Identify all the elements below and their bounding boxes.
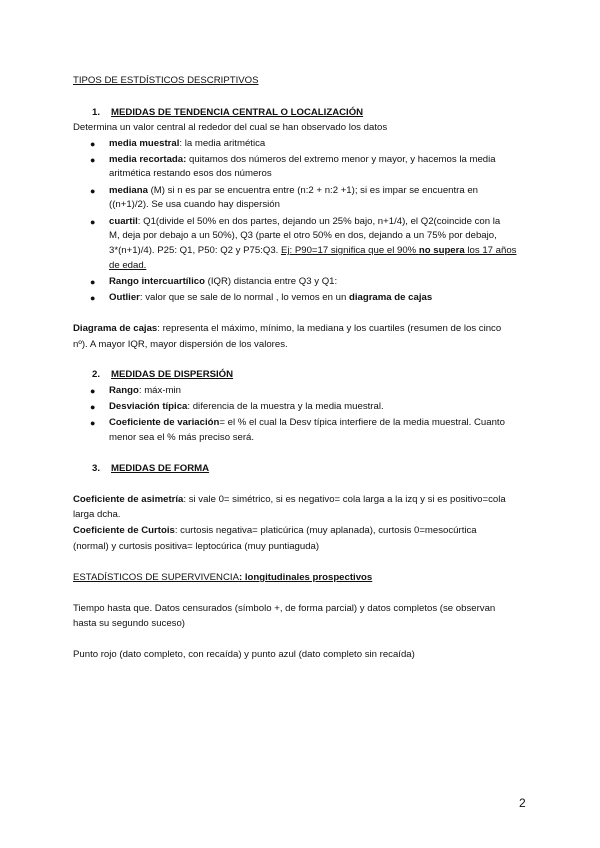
survival-paragraph-continuation: hasta su segundo suceso) [73,618,186,629]
list-item: mediana (M) si n es par se encuentra entre (n:2 + n:2 +1); si es impar se encuentra en [109,185,479,196]
asymmetry-paragraph-continuation: larga dcha. [73,509,121,520]
survival-heading: ESTADÍSTICOS DE SUPERVIVENCIA: longitudinales prospectivos [73,572,373,583]
asymmetry-paragraph: Coeficiente de asimetría: si vale 0= simétrico, si es negativo= cola larga a la izq y si es positivo=cola [73,494,506,505]
boxplot-paragraph-continuation: nº). A mayor IQR, mayor dispersión de los valores. [73,339,288,350]
section3-number: 3. [92,463,101,474]
bullet-icon: ● [90,293,96,303]
list-item-continuation: menor sea el % más preciso será. [109,432,255,443]
survival-dots-paragraph: Punto rojo (dato completo, con recaída) y punto azul (dato completo sin recaída) [73,649,415,660]
kurtosis-paragraph: Coeficiente de Curtois: curtosis negativa= platicúrica (muy aplanada), curtosis 0=mesocúrtica [73,525,477,536]
list-item: Desviación típica: diferencia de la muestra y la media muestral. [109,401,384,412]
list-item-continuation: 3*(n+1)/4). P25: Q1, P50: Q2 y P75:Q3. Ej: P90=17 significa que el 90% no supera los 17 años [109,245,517,256]
bullet-icon: ● [90,386,96,396]
list-item-continuation: ((n+1)/2). Se usa cuando hay dispersión [109,199,280,210]
section2-number: 2. [92,369,101,380]
section3-heading: MEDIDAS DE FORMA [111,463,210,474]
section1-number: 1. [92,107,101,118]
list-item-continuation: aritmética restando esos dos números [109,168,272,179]
section2-heading: MEDIDAS DE DISPERSIÓN [111,369,234,380]
section1-intro: Determina un valor central al rededor del cual se han observado los datos [73,122,388,133]
document-title: TIPOS DE ESTDÍSTICOS DESCRIPTIVOS [73,75,259,86]
list-item: Rango intercuartílico (IQR) distancia entre Q3 y Q1: [109,276,338,287]
boxplot-paragraph: Diagrama de cajas: representa el máximo, mínimo, la mediana y los cuartiles (resumen de los cinco [73,323,502,334]
list-item: Coeficiente de variación= el % el cual la Desv típica interfiere de la media muestral. Cuanto [109,417,505,428]
bullet-icon: ● [90,418,96,428]
list-item: media muestral: la media aritmética [109,138,266,149]
kurtosis-paragraph-continuation: (normal) y curtosis positiva= leptocúrica (muy puntiaguda) [73,541,320,552]
bullet-icon: ● [90,277,96,287]
list-item-continuation: de edad. [109,260,147,271]
list-item: media recortada: quitamos dos números del extremo menor y mayor, y hacemos la media [109,154,496,165]
list-item-continuation: M, deja por debajo a un 50%), Q3 (parte el otro 50% en dos, dejando a un 75% por debajo, [109,230,497,241]
bullet-icon: ● [90,139,96,149]
list-item: cuartil: Q1(divide el 50% en dos partes, dejando un 25% bajo, n+1/4), el Q2(coincide con la [109,216,501,227]
page-number: 2 [519,796,526,810]
list-item: Outlier: valor que se sale de lo normal , lo vemos en un diagrama de cajas [109,292,433,303]
bullet-icon: ● [90,186,96,196]
bullet-icon: ● [90,402,96,412]
bullet-icon: ● [90,155,96,165]
list-item: Rango: máx-min [109,385,181,396]
section1-heading: MEDIDAS DE TENDENCIA CENTRAL O LOCALIZACIÓN [111,107,364,118]
bullet-icon: ● [90,217,96,227]
survival-paragraph: Tiempo hasta que. Datos censurados (símbolo +, de forma parcial) y datos completos (se observan [73,603,496,614]
